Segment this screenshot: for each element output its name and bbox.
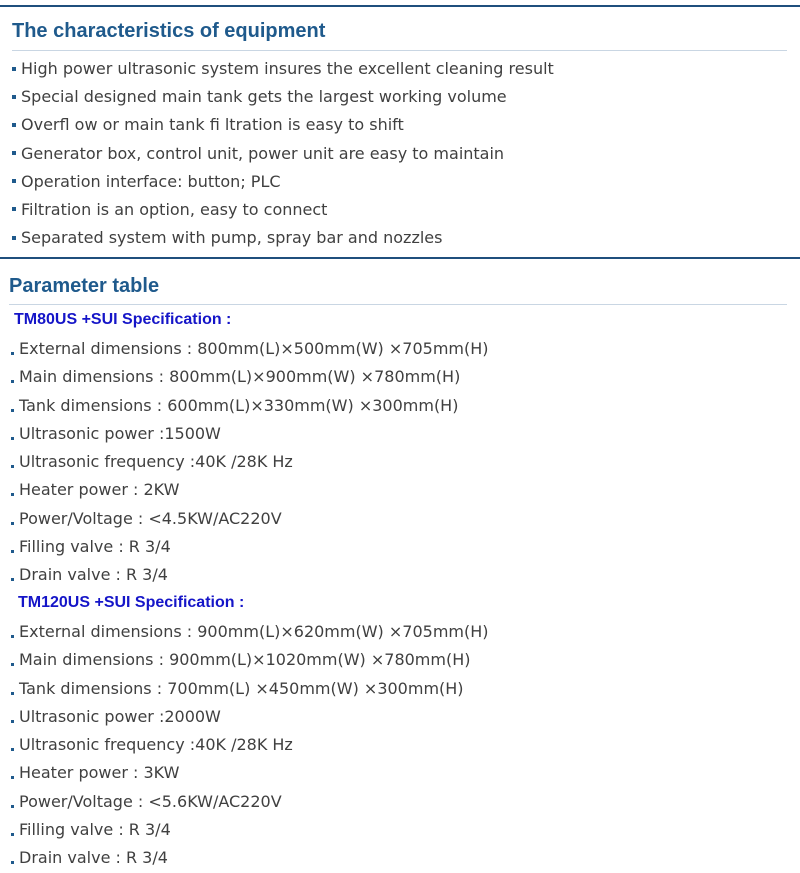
bullet-icon [11,663,14,666]
list-item: Heater power : 2KW [10,476,489,504]
list-item: Ultrasonic frequency :40K /28K Hz [10,731,489,759]
bullet-icon [12,123,16,127]
list-item: Operation interface: button; PLC [10,168,554,196]
bullet-icon [11,776,14,779]
top-divider [0,5,800,7]
list-item: Ultrasonic power :1500W [10,420,489,448]
list-item: Drain valve : R 3/4 [10,561,489,589]
list-item: Main dimensions : 800mm(L)×900mm(W) ×780mm(H) [10,363,489,391]
bullet-icon [12,236,16,240]
tm120us-spec-title: TM120US +SUI Specification : [18,594,245,611]
list-item: Ultrasonic frequency :40K /28K Hz [10,448,489,476]
bullet-icon [11,833,14,836]
list-item: Filling valve : R 3/4 [10,816,489,844]
bullet-icon [11,578,14,581]
tm80us-spec-title: TM80US +SUI Specification : [14,311,232,328]
list-item: Tank dimensions : 700mm(L) ×450mm(W) ×300mm(H) [10,675,489,703]
bullet-icon [12,67,16,71]
bullet-icon [11,465,14,468]
bullet-icon [11,748,14,751]
list-item: Special designed main tank gets the largest working volume [10,83,554,111]
list-item: High power ultrasonic system insures the excellent cleaning result [10,55,554,83]
characteristics-heading: The characteristics of equipment [12,20,326,42]
parameter-table-heading: Parameter table [9,275,160,297]
list-item: Drain valve : R 3/4 [10,844,489,872]
list-item: Heater power : 3KW [10,759,489,787]
bullet-icon [12,179,16,183]
list-item: Ultrasonic power :2000W [10,703,489,731]
bullet-icon [11,720,14,723]
heading-underline [12,50,787,51]
bullet-icon [11,805,14,808]
list-item: External dimensions : 800mm(L)×500mm(W) ×705mm(H) [10,335,489,363]
bullet-icon [11,635,14,638]
list-item: Main dimensions : 900mm(L)×1020mm(W) ×780mm(H) [10,646,489,674]
list-item: Separated system with pump, spray bar and nozzles [10,224,554,252]
list-item: Generator box, control unit, power unit are easy to maintain [10,140,554,168]
list-item: Tank dimensions : 600mm(L)×330mm(W) ×300mm(H) [10,392,489,420]
bullet-icon [12,207,16,211]
tm80us-spec-list [10,335,489,590]
list-item: Power/Voltage : <4.5KW/AC220V [10,505,489,533]
section-divider [0,257,800,259]
list-item: Filtration is an option, easy to connect [10,196,554,224]
list-item: Overfl ow or main tank fi ltration is easy to shift [10,111,554,139]
bullet-icon [11,493,14,496]
list-item: External dimensions : 900mm(L)×620mm(W) ×705mm(H) [10,618,489,646]
bullet-icon [11,550,14,553]
characteristics-list [10,55,554,252]
heading-underline [9,304,787,305]
bullet-icon [12,151,16,155]
bullet-icon [11,522,14,525]
bullet-icon [11,861,14,864]
bullet-icon [11,409,14,412]
tm120us-spec-list [10,618,489,873]
bullet-icon [11,437,14,440]
bullet-icon [11,380,14,383]
list-item: Filling valve : R 3/4 [10,533,489,561]
list-item: Power/Voltage : <5.6KW/AC220V [10,788,489,816]
bullet-icon [12,95,16,99]
bullet-icon [11,352,14,355]
bullet-icon [11,692,14,695]
